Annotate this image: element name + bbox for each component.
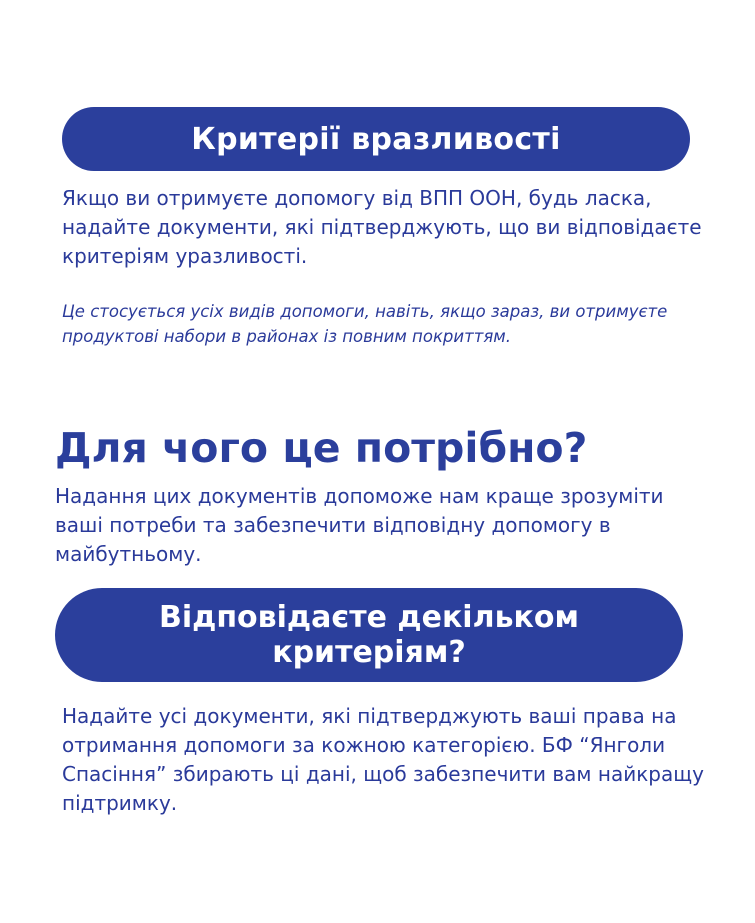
multiple-criteria-paragraph: Надайте усі документи, які підтверджують ваші права на отримання допомоги за кожною категорією. БФ “Янголи Спасіння” збирають ці дані, щоб забезпечити вам найкращу підтримку. [62, 704, 704, 815]
vulnerability-criteria-paragraph: Якщо ви отримуєте допомогу від ВПП ООН, будь ласка, надайте документи, які підтверджують, що ви відповідаєте критеріям уразливості. [62, 186, 702, 268]
multiple-criteria-title: Відповідаєте декільком критеріям? [158, 600, 580, 670]
vulnerability-criteria-title: Критерії вразливості [191, 121, 561, 157]
why-needed-paragraph: Надання цих документів допоможе нам краще зрозуміти ваші потреби та забезпечити відповідну допомогу в майбутньому. [55, 484, 664, 566]
why-needed-heading: Для чого це потрібно? [55, 424, 588, 472]
vulnerability-criteria-note: Це стосується усіх видів допомоги, навіть, якщо зараз, ви отримуєте продуктові набори в районах із повним покриттям. [62, 302, 668, 346]
multiple-criteria-banner [55, 588, 683, 682]
vulnerability-criteria-banner [62, 107, 690, 171]
